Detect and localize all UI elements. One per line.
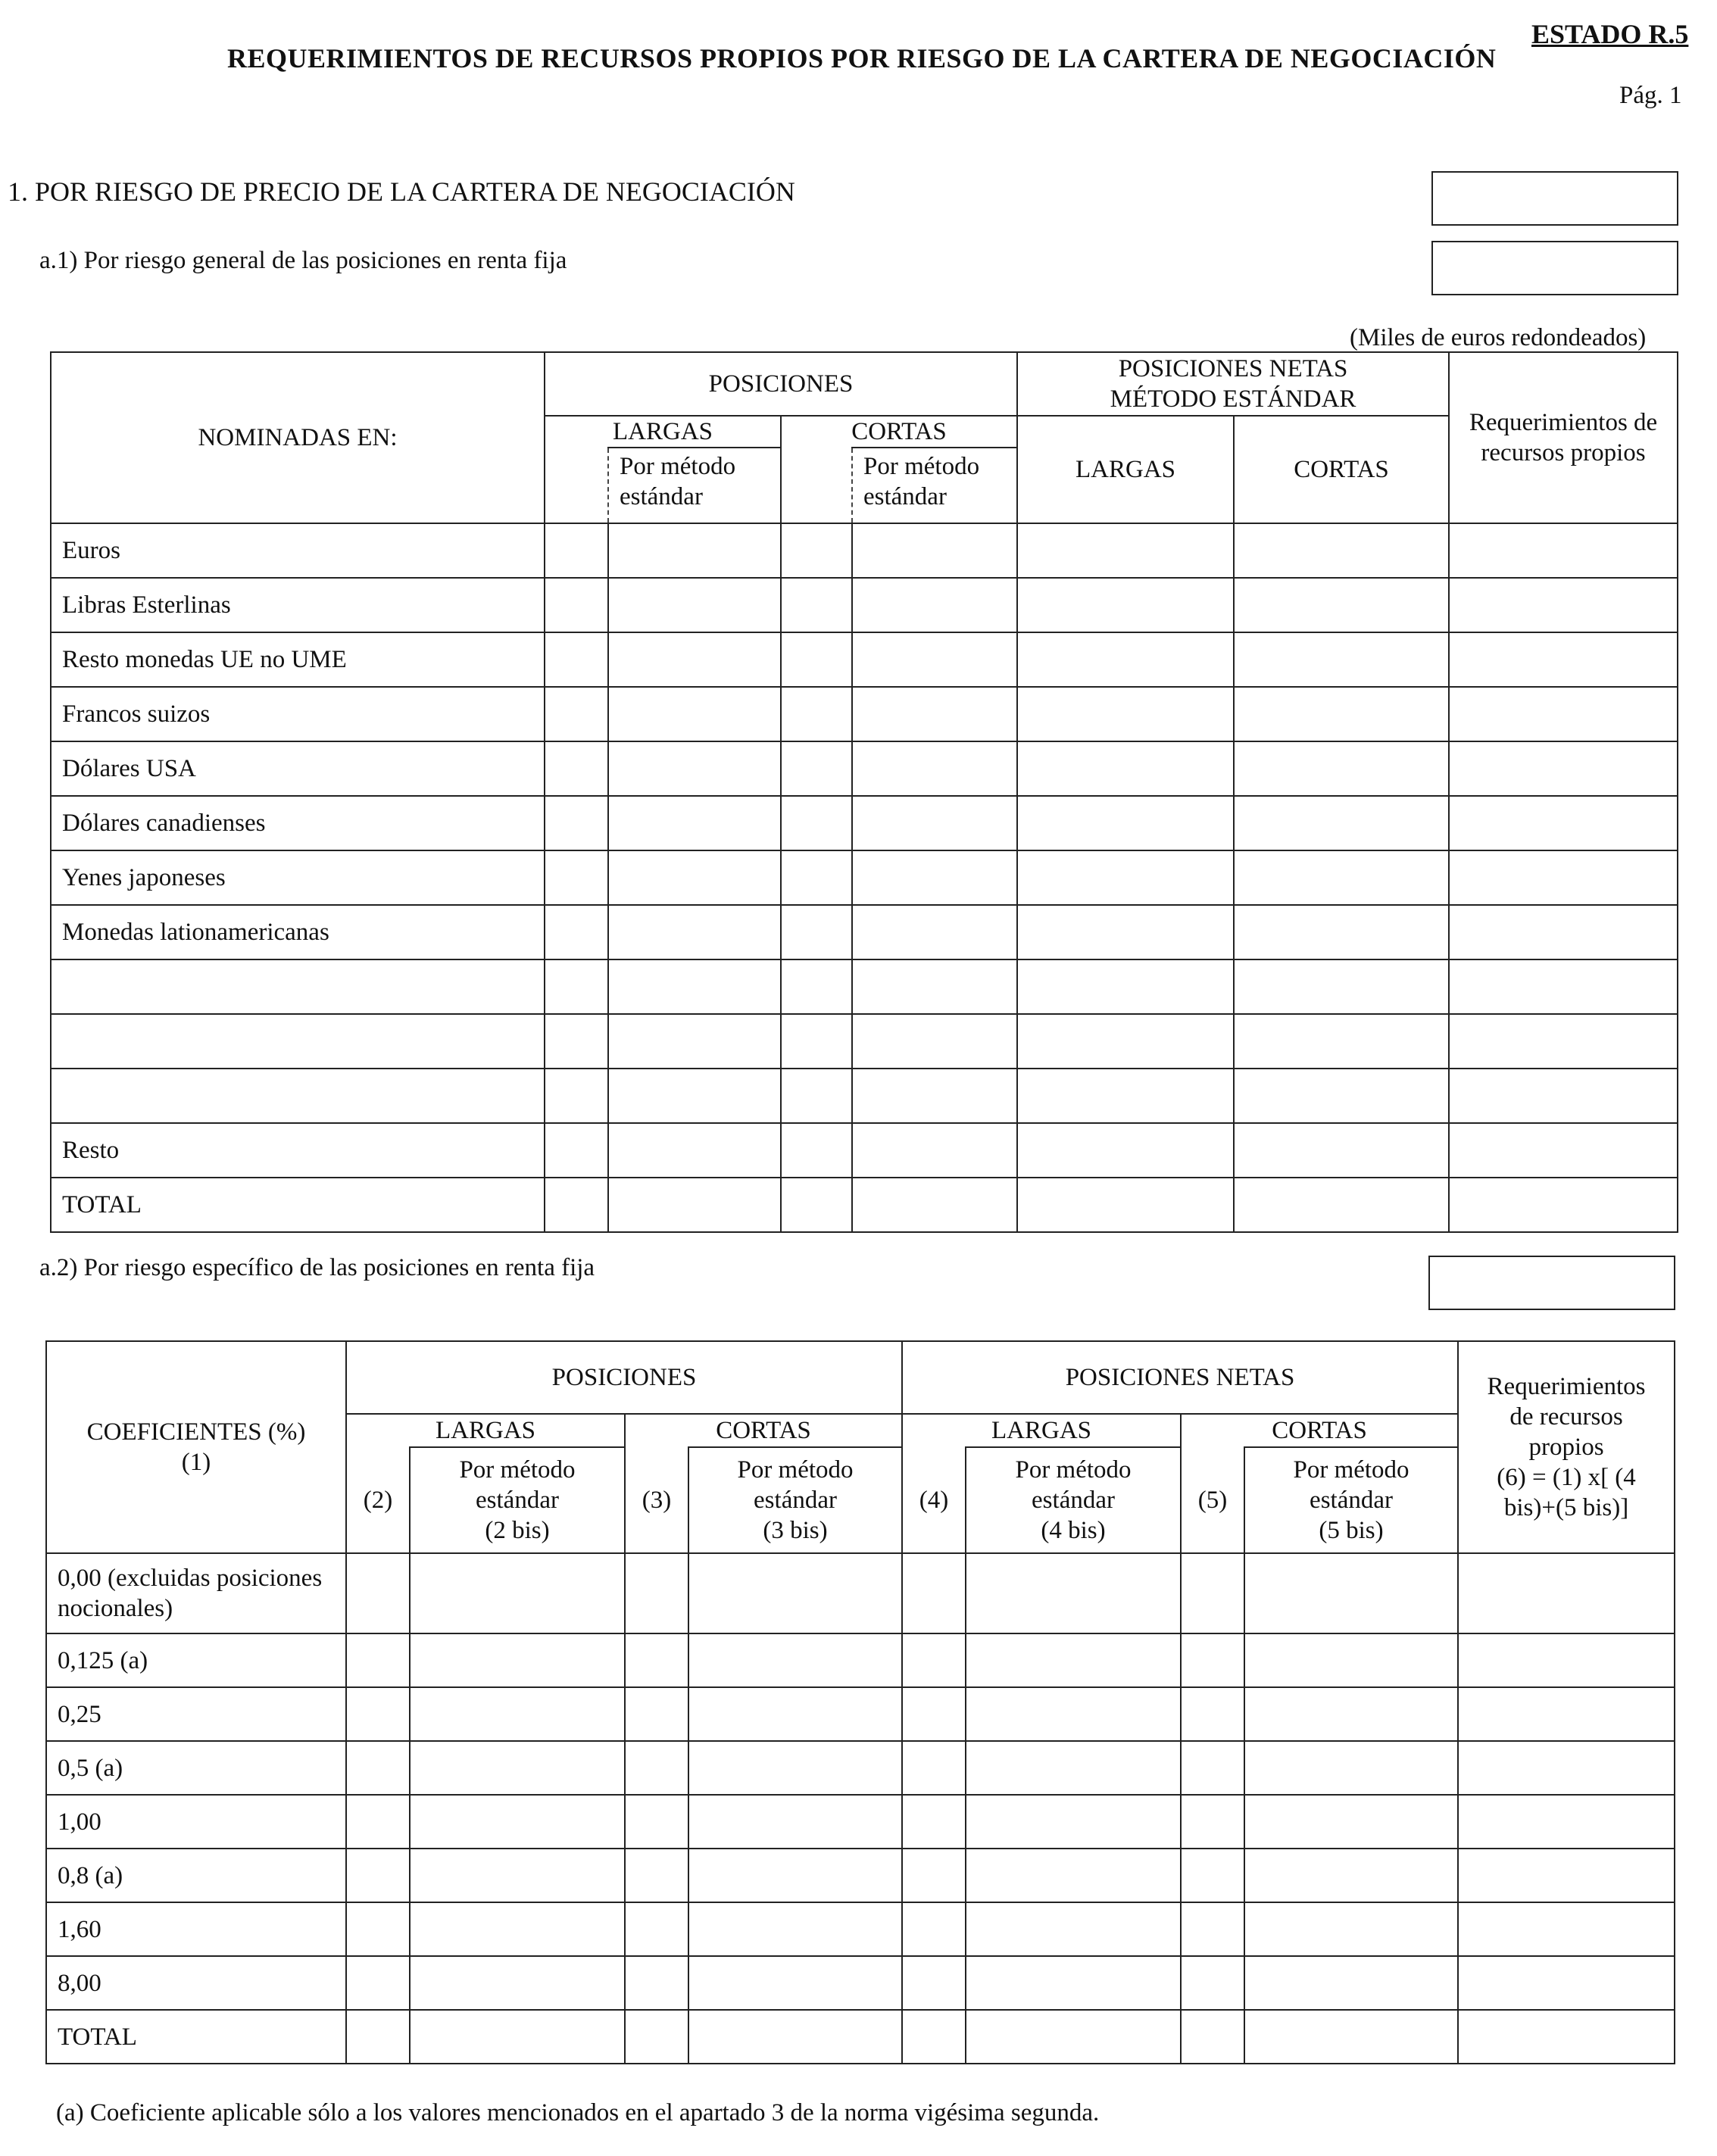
pm-line-1: Por método (1015, 1456, 1132, 1484)
input-cell[interactable] (1244, 1687, 1458, 1741)
input-cell[interactable] (902, 1687, 966, 1741)
largas-total-header (545, 448, 608, 523)
input-cell[interactable] (625, 1553, 688, 1633)
input-cell[interactable] (608, 1014, 781, 1069)
req-line-5: bis)+(5 bis)] (1503, 1494, 1629, 1521)
input-cell[interactable] (625, 1687, 688, 1741)
input-cell[interactable] (902, 1795, 966, 1849)
input-cell[interactable] (781, 796, 852, 850)
input-cell[interactable] (545, 796, 608, 850)
input-cell[interactable] (1234, 578, 1449, 632)
req-line-1: Requerimientos de (1469, 409, 1658, 436)
netas-cortas-header: CORTAS (1234, 416, 1449, 523)
input-cell[interactable] (688, 1687, 902, 1741)
input-cell[interactable] (625, 1849, 688, 1902)
input-cell[interactable] (1181, 1687, 1244, 1741)
input-cell[interactable] (1017, 1123, 1234, 1178)
coef-line-2: (1) (181, 1449, 211, 1476)
row-label: 8,00 (46, 1956, 346, 2010)
pm-line-1: Por método (737, 1456, 854, 1484)
input-cell[interactable] (781, 1069, 852, 1123)
netas-line-1: POSICIONES NETAS (1118, 355, 1348, 382)
input-cell[interactable] (852, 796, 1017, 850)
input-cell[interactable] (1017, 578, 1234, 632)
col-4bis-header (966, 1447, 1181, 1553)
input-cell[interactable] (1017, 959, 1234, 1014)
input-cell[interactable] (1017, 1069, 1234, 1123)
input-cell[interactable] (902, 1849, 966, 1902)
input-cell[interactable] (1017, 850, 1234, 905)
input-cell[interactable] (1458, 1849, 1675, 1902)
section-a2-total-field[interactable] (1428, 1256, 1675, 1310)
input-cell[interactable] (1458, 1633, 1675, 1687)
input-cell[interactable] (852, 523, 1017, 578)
row-label: Resto monedas UE no UME (51, 632, 545, 687)
input-cell[interactable] (1181, 2010, 1244, 2064)
input-cell[interactable] (1181, 1633, 1244, 1687)
input-cell[interactable] (346, 1795, 410, 1849)
coeficientes-header (46, 1341, 346, 1553)
input-cell[interactable] (1458, 1795, 1675, 1849)
input-cell[interactable] (608, 1123, 781, 1178)
input-cell[interactable] (1244, 1956, 1458, 2010)
pm-line-2: estándar (1310, 1487, 1393, 1514)
req-line-3: propios (1528, 1434, 1604, 1461)
input-cell[interactable] (966, 1687, 1181, 1741)
input-cell[interactable] (781, 1123, 852, 1178)
input-cell[interactable] (781, 1014, 852, 1069)
table-row (51, 1178, 1678, 1232)
input-cell[interactable] (852, 687, 1017, 741)
section-1-total-field[interactable] (1431, 171, 1678, 226)
input-cell[interactable] (966, 1849, 1181, 1902)
input-cell[interactable] (852, 1123, 1017, 1178)
pm-line-1: Por método (863, 453, 980, 480)
table-row (51, 741, 1678, 796)
pm-line-2: estándar (620, 483, 703, 510)
input-cell[interactable] (1181, 1902, 1244, 1956)
row-label: Dólares canadienses (51, 796, 545, 850)
specific-risk-table (45, 1340, 1675, 2064)
bis-label: (3 bis) (763, 1517, 828, 1544)
input-cell[interactable] (1234, 687, 1449, 741)
input-cell[interactable] (608, 1069, 781, 1123)
input-cell[interactable] (1244, 1902, 1458, 1956)
input-cell[interactable] (852, 1014, 1017, 1069)
input-cell[interactable] (1244, 1633, 1458, 1687)
row-label: Libras Esterlinas (51, 578, 545, 632)
netas-largas-header: LARGAS (902, 1414, 1181, 1447)
input-cell[interactable] (608, 632, 781, 687)
input-cell[interactable] (545, 1069, 608, 1123)
input-cell[interactable] (625, 1633, 688, 1687)
table-row (51, 850, 1678, 905)
input-cell[interactable] (545, 578, 608, 632)
input-cell[interactable] (608, 523, 781, 578)
posiciones-header: POSICIONES (346, 1341, 902, 1414)
input-cell[interactable] (852, 741, 1017, 796)
input-cell[interactable] (781, 850, 852, 905)
estado-code: ESTADO R.5 (1531, 19, 1689, 49)
input-cell[interactable] (608, 796, 781, 850)
input-cell[interactable] (1449, 1123, 1678, 1178)
input-cell[interactable] (781, 578, 852, 632)
row-label: 0,00 (excluidas posiciones nocionales) (46, 1553, 346, 1633)
table-row (51, 523, 1678, 578)
input-cell[interactable] (1234, 1014, 1449, 1069)
largas-header: LARGAS (346, 1414, 625, 1447)
col-4-header: (4) (902, 1447, 966, 1553)
input-cell[interactable] (1244, 1849, 1458, 1902)
input-cell[interactable] (346, 1956, 410, 2010)
input-cell[interactable] (1234, 905, 1449, 959)
pm-line-2: estándar (863, 483, 947, 510)
row-label: 0,5 (a) (46, 1741, 346, 1795)
row-label: Francos suizos (51, 687, 545, 741)
cortas-total-header (781, 448, 852, 523)
input-cell[interactable] (1234, 523, 1449, 578)
input-cell[interactable] (410, 1902, 625, 1956)
row-label: Resto (51, 1123, 545, 1178)
input-cell[interactable] (781, 1178, 852, 1232)
input-cell[interactable] (346, 1553, 410, 1633)
netas-largas-header: LARGAS (1017, 416, 1234, 523)
input-cell[interactable] (852, 632, 1017, 687)
table-row (46, 1633, 1675, 1687)
input-cell[interactable] (608, 741, 781, 796)
input-cell[interactable] (852, 1069, 1017, 1123)
input-cell[interactable] (1458, 1553, 1675, 1633)
row-label: TOTAL (51, 1178, 545, 1232)
col-3bis-header (688, 1447, 902, 1553)
input-cell[interactable] (688, 1553, 902, 1633)
input-cell[interactable] (1449, 741, 1678, 796)
input-cell[interactable] (608, 905, 781, 959)
table-row (51, 1014, 1678, 1069)
input-cell[interactable] (346, 1902, 410, 1956)
input-cell[interactable] (902, 2010, 966, 2064)
pm-line-1: Por método (620, 453, 736, 480)
input-cell[interactable] (781, 741, 852, 796)
input-cell[interactable] (1181, 1956, 1244, 2010)
input-cell[interactable] (966, 1741, 1181, 1795)
table-row (46, 1902, 1675, 1956)
input-cell[interactable] (852, 905, 1017, 959)
cortas-header: CORTAS (781, 416, 1017, 448)
input-cell[interactable] (781, 632, 852, 687)
row-label: 1,60 (46, 1902, 346, 1956)
row-label: Monedas lationamericanas (51, 905, 545, 959)
input-cell[interactable] (966, 2010, 1181, 2064)
input-cell[interactable] (545, 687, 608, 741)
input-cell[interactable] (1458, 1902, 1675, 1956)
col-3-header: (3) (625, 1447, 688, 1553)
table-row (51, 578, 1678, 632)
input-cell[interactable] (1234, 1178, 1449, 1232)
table-row (51, 632, 1678, 687)
input-cell[interactable] (410, 1795, 625, 1849)
netas-line-2: MÉTODO ESTÁNDAR (1110, 385, 1356, 413)
input-cell[interactable] (1244, 1795, 1458, 1849)
input-cell[interactable] (1017, 632, 1234, 687)
coef-line-1: COEFICIENTES (%) (86, 1418, 306, 1446)
document-title: REQUERIMIENTOS DE RECURSOS PROPIOS POR RIESGO DE LA CARTERA DE NEGOCIACIÓN (227, 43, 1497, 73)
input-cell[interactable] (781, 959, 852, 1014)
posiciones-netas-header: POSICIONES NETAS (902, 1341, 1458, 1414)
input-cell[interactable] (1017, 1178, 1234, 1232)
input-cell[interactable] (1449, 1069, 1678, 1123)
input-cell[interactable] (346, 1849, 410, 1902)
input-cell[interactable] (1458, 1741, 1675, 1795)
input-cell[interactable] (1234, 1123, 1449, 1178)
input-cell[interactable] (625, 1741, 688, 1795)
table-row (51, 1069, 1678, 1123)
input-cell[interactable] (688, 1956, 902, 2010)
input-cell[interactable] (410, 2010, 625, 2064)
input-cell[interactable] (1017, 1014, 1234, 1069)
input-cell[interactable] (852, 959, 1017, 1014)
input-cell[interactable] (688, 1849, 902, 1902)
input-cell[interactable] (625, 1902, 688, 1956)
pm-line-2: estándar (476, 1487, 559, 1514)
input-cell[interactable] (545, 741, 608, 796)
input-cell[interactable] (1017, 523, 1234, 578)
table-row (51, 905, 1678, 959)
footnote: (a) Coeficiente aplicable sólo a los valores mencionados en el apartado 3 de la norma vigésima segunda. (56, 2099, 1100, 2126)
input-cell[interactable] (902, 1633, 966, 1687)
input-cell[interactable] (625, 2010, 688, 2064)
pm-line-2: estándar (1032, 1487, 1115, 1514)
input-cell[interactable] (688, 2010, 902, 2064)
input-cell[interactable] (1181, 1553, 1244, 1633)
input-cell[interactable] (1234, 632, 1449, 687)
input-cell[interactable] (1458, 1956, 1675, 2010)
input-cell[interactable] (1234, 796, 1449, 850)
pm-line-1: Por método (459, 1456, 576, 1484)
input-cell[interactable] (545, 905, 608, 959)
input-cell[interactable] (1017, 741, 1234, 796)
input-cell[interactable] (545, 523, 608, 578)
input-cell[interactable] (902, 1553, 966, 1633)
section-a1-heading: a.1) Por riesgo general de las posiciones en renta fija (39, 247, 567, 274)
units-note: (Miles de euros redondeados) (1350, 324, 1647, 351)
input-cell[interactable] (608, 850, 781, 905)
input-cell[interactable] (1449, 687, 1678, 741)
col-2bis-header (410, 1447, 625, 1553)
page-number: Pág. 1 (1619, 82, 1682, 109)
input-cell[interactable] (902, 1902, 966, 1956)
input-cell[interactable] (545, 1014, 608, 1069)
input-cell[interactable] (966, 1795, 1181, 1849)
input-cell[interactable] (966, 1902, 1181, 1956)
row-label (51, 1069, 545, 1123)
row-label: Euros (51, 523, 545, 578)
input-cell[interactable] (902, 1741, 966, 1795)
row-label (51, 959, 545, 1014)
nominadas-header: NOMINADAS EN: (51, 352, 545, 523)
input-cell[interactable] (688, 1902, 902, 1956)
input-cell[interactable] (1244, 1741, 1458, 1795)
largas-metodo-header (608, 448, 781, 523)
req-line-4: (6) = (1) x[ (4 (1497, 1464, 1636, 1491)
input-cell[interactable] (852, 850, 1017, 905)
input-cell[interactable] (1449, 850, 1678, 905)
input-cell[interactable] (902, 1956, 966, 2010)
table-row (51, 959, 1678, 1014)
req-line-2: recursos propios (1481, 439, 1646, 466)
input-cell[interactable] (625, 1956, 688, 2010)
table-row (51, 1123, 1678, 1178)
row-label: Yenes japoneses (51, 850, 545, 905)
input-cell[interactable] (545, 632, 608, 687)
input-cell[interactable] (346, 2010, 410, 2064)
pm-line-2: estándar (754, 1487, 837, 1514)
section-1-heading: 1. POR RIESGO DE PRECIO DE LA CARTERA DE NEGOCIACIÓN (8, 176, 795, 207)
input-cell[interactable] (545, 850, 608, 905)
input-cell[interactable] (410, 1849, 625, 1902)
input-cell[interactable] (545, 1178, 608, 1232)
input-cell[interactable] (1234, 850, 1449, 905)
col-2-header: (2) (346, 1447, 410, 1553)
posiciones-netas-header (1017, 352, 1449, 416)
input-cell[interactable] (1234, 741, 1449, 796)
input-cell[interactable] (1449, 1178, 1678, 1232)
input-cell[interactable] (1458, 2010, 1675, 2064)
input-cell[interactable] (625, 1795, 688, 1849)
input-cell[interactable] (608, 959, 781, 1014)
netas-cortas-header: CORTAS (1181, 1414, 1458, 1447)
input-cell[interactable] (1449, 1014, 1678, 1069)
row-label: TOTAL (46, 2010, 346, 2064)
input-cell[interactable] (1234, 959, 1449, 1014)
input-cell[interactable] (1449, 796, 1678, 850)
input-cell[interactable] (608, 687, 781, 741)
row-label: Dólares USA (51, 741, 545, 796)
row-label: 0,25 (46, 1687, 346, 1741)
bis-label: (2 bis) (485, 1517, 550, 1544)
input-cell[interactable] (1449, 632, 1678, 687)
input-cell[interactable] (608, 1178, 781, 1232)
input-cell[interactable] (688, 1741, 902, 1795)
input-cell[interactable] (1244, 2010, 1458, 2064)
input-cell[interactable] (966, 1633, 1181, 1687)
input-cell[interactable] (966, 1956, 1181, 2010)
table-row (46, 1795, 1675, 1849)
input-cell[interactable] (781, 905, 852, 959)
pm-line-1: Por método (1293, 1456, 1410, 1484)
input-cell[interactable] (852, 1178, 1017, 1232)
row-label: 0,125 (a) (46, 1633, 346, 1687)
input-cell[interactable] (410, 1687, 625, 1741)
table-row (51, 687, 1678, 741)
input-cell[interactable] (410, 1633, 625, 1687)
input-cell[interactable] (688, 1795, 902, 1849)
table-row (46, 1741, 1675, 1795)
input-cell[interactable] (608, 578, 781, 632)
row-label (51, 1014, 545, 1069)
input-cell[interactable] (1181, 1795, 1244, 1849)
posiciones-header: POSICIONES (545, 352, 1017, 416)
row-label: 0,8 (a) (46, 1849, 346, 1902)
input-cell[interactable] (346, 1687, 410, 1741)
section-a1-total-field[interactable] (1431, 241, 1678, 295)
cortas-header: CORTAS (625, 1414, 902, 1447)
bis-label: (4 bis) (1041, 1517, 1106, 1544)
table-row (46, 1687, 1675, 1741)
col-5bis-header (1244, 1447, 1458, 1553)
general-risk-table (50, 351, 1678, 1233)
requerimientos-header (1458, 1341, 1675, 1553)
section-a2-heading: a.2) Por riesgo específico de las posiciones en renta fija (39, 1254, 595, 1281)
table-row (46, 1956, 1675, 2010)
input-cell[interactable] (1017, 687, 1234, 741)
table-row (46, 2010, 1675, 2064)
input-cell[interactable] (781, 523, 852, 578)
input-cell[interactable] (346, 1741, 410, 1795)
largas-header: LARGAS (545, 416, 781, 448)
row-label: 1,00 (46, 1795, 346, 1849)
input-cell[interactable] (781, 687, 852, 741)
input-cell[interactable] (1449, 959, 1678, 1014)
input-cell[interactable] (1234, 1069, 1449, 1123)
bis-label: (5 bis) (1319, 1517, 1384, 1544)
input-cell[interactable] (1181, 1849, 1244, 1902)
cortas-metodo-header (852, 448, 1017, 523)
table-row (51, 796, 1678, 850)
req-line-1: Requerimientos (1487, 1373, 1646, 1400)
input-cell[interactable] (545, 959, 608, 1014)
input-cell[interactable] (1244, 1553, 1458, 1633)
input-cell[interactable] (1181, 1741, 1244, 1795)
req-line-2: de recursos (1509, 1403, 1623, 1431)
input-cell[interactable] (346, 1633, 410, 1687)
input-cell[interactable] (1458, 1687, 1675, 1741)
input-cell[interactable] (966, 1553, 1181, 1633)
col-5-header: (5) (1181, 1447, 1244, 1553)
table-row (46, 1553, 1675, 1633)
input-cell[interactable] (410, 1553, 625, 1633)
input-cell[interactable] (410, 1956, 625, 2010)
input-cell[interactable] (1449, 905, 1678, 959)
input-cell[interactable] (688, 1633, 902, 1687)
requerimientos-header (1449, 352, 1678, 523)
input-cell[interactable] (1449, 578, 1678, 632)
input-cell[interactable] (1017, 905, 1234, 959)
table-row (46, 1849, 1675, 1902)
input-cell[interactable] (1017, 796, 1234, 850)
input-cell[interactable] (852, 578, 1017, 632)
input-cell[interactable] (545, 1123, 608, 1178)
input-cell[interactable] (1449, 523, 1678, 578)
input-cell[interactable] (410, 1741, 625, 1795)
